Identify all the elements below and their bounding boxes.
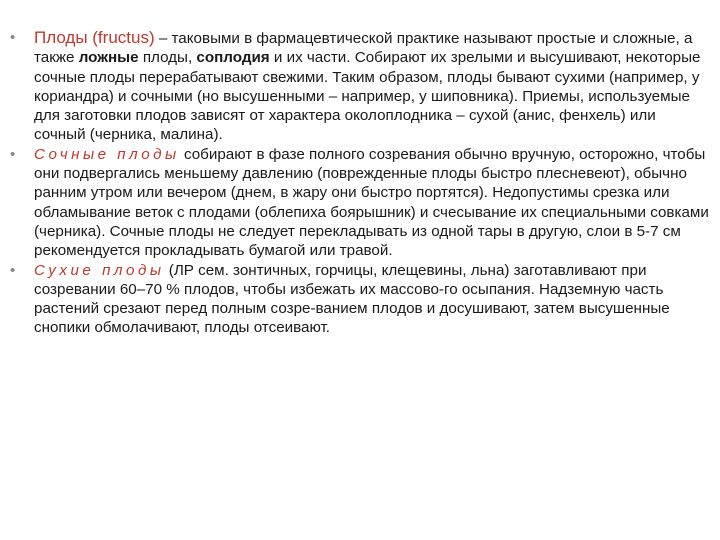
text-infructescence: соплодия xyxy=(196,49,270,67)
bullet-dot-icon: • xyxy=(10,29,16,46)
text-fruits-part-2: плоды, xyxy=(138,49,197,67)
term-fruits: Плоды (fructus) xyxy=(34,28,155,47)
text-false-fruits: ложные xyxy=(78,49,139,67)
bullet-dot-icon: • xyxy=(10,261,16,279)
term-juicy-fruits: Сочные плоды xyxy=(34,145,180,163)
term-dry-fruits: Сухие плоды xyxy=(34,261,165,279)
bullet-dot-icon: • xyxy=(10,145,16,163)
bullet-item-fruits xyxy=(10,28,710,145)
text-fruits-part-3: и их части. Собирают их зрелыми и высушивают, некоторые сочные плоды перерабатывают свежими. Таким образом, плоды бывают сухими (например, у кориандра) и сочными (но высушенными – например, у шиповника). Приемы, используемые для заготовки плодов зависят от характера околоплодника – сухой (анис, фенхель) или сочный (черника, малина). xyxy=(34,49,701,144)
bullet-list xyxy=(10,28,710,338)
text-fruits-part-1: – таковыми в фармацевтической практике называют простые и сложные, а также xyxy=(34,30,693,67)
bullet-item-dry-fruits xyxy=(10,261,710,338)
text-dry-fruits: (ЛР сем. зонтичных, горчицы, клещевины, льна) заготавливают при созревании 60–70 % плодов, чтобы избежать их массово-го осыпания. Надземную часть растений срезают перед полным созре-ванием плодов и досушивают, затем высушенные снопики обмолачивают, плоды отсеивают. xyxy=(34,261,670,337)
bullet-item-juicy-fruits xyxy=(10,145,710,261)
text-juicy-fruits: собирают в фазе полного созревания обычно вручную, осторожно, чтобы они подвергались меньшему давлению (поврежденные плоды быстро плесневеют), обычно ранним утром или вечером (днем, в жару они быстро портятся). Недопустимы срезка или обламывание веток с плодами (облепиха боярышник) и счесывание их специальными совками (черника). Сочные плоды не следует перекладывать из одной тары в другую, слои в 5-7 см рекомендуется прокладывать бумагой или травой. xyxy=(34,145,709,260)
